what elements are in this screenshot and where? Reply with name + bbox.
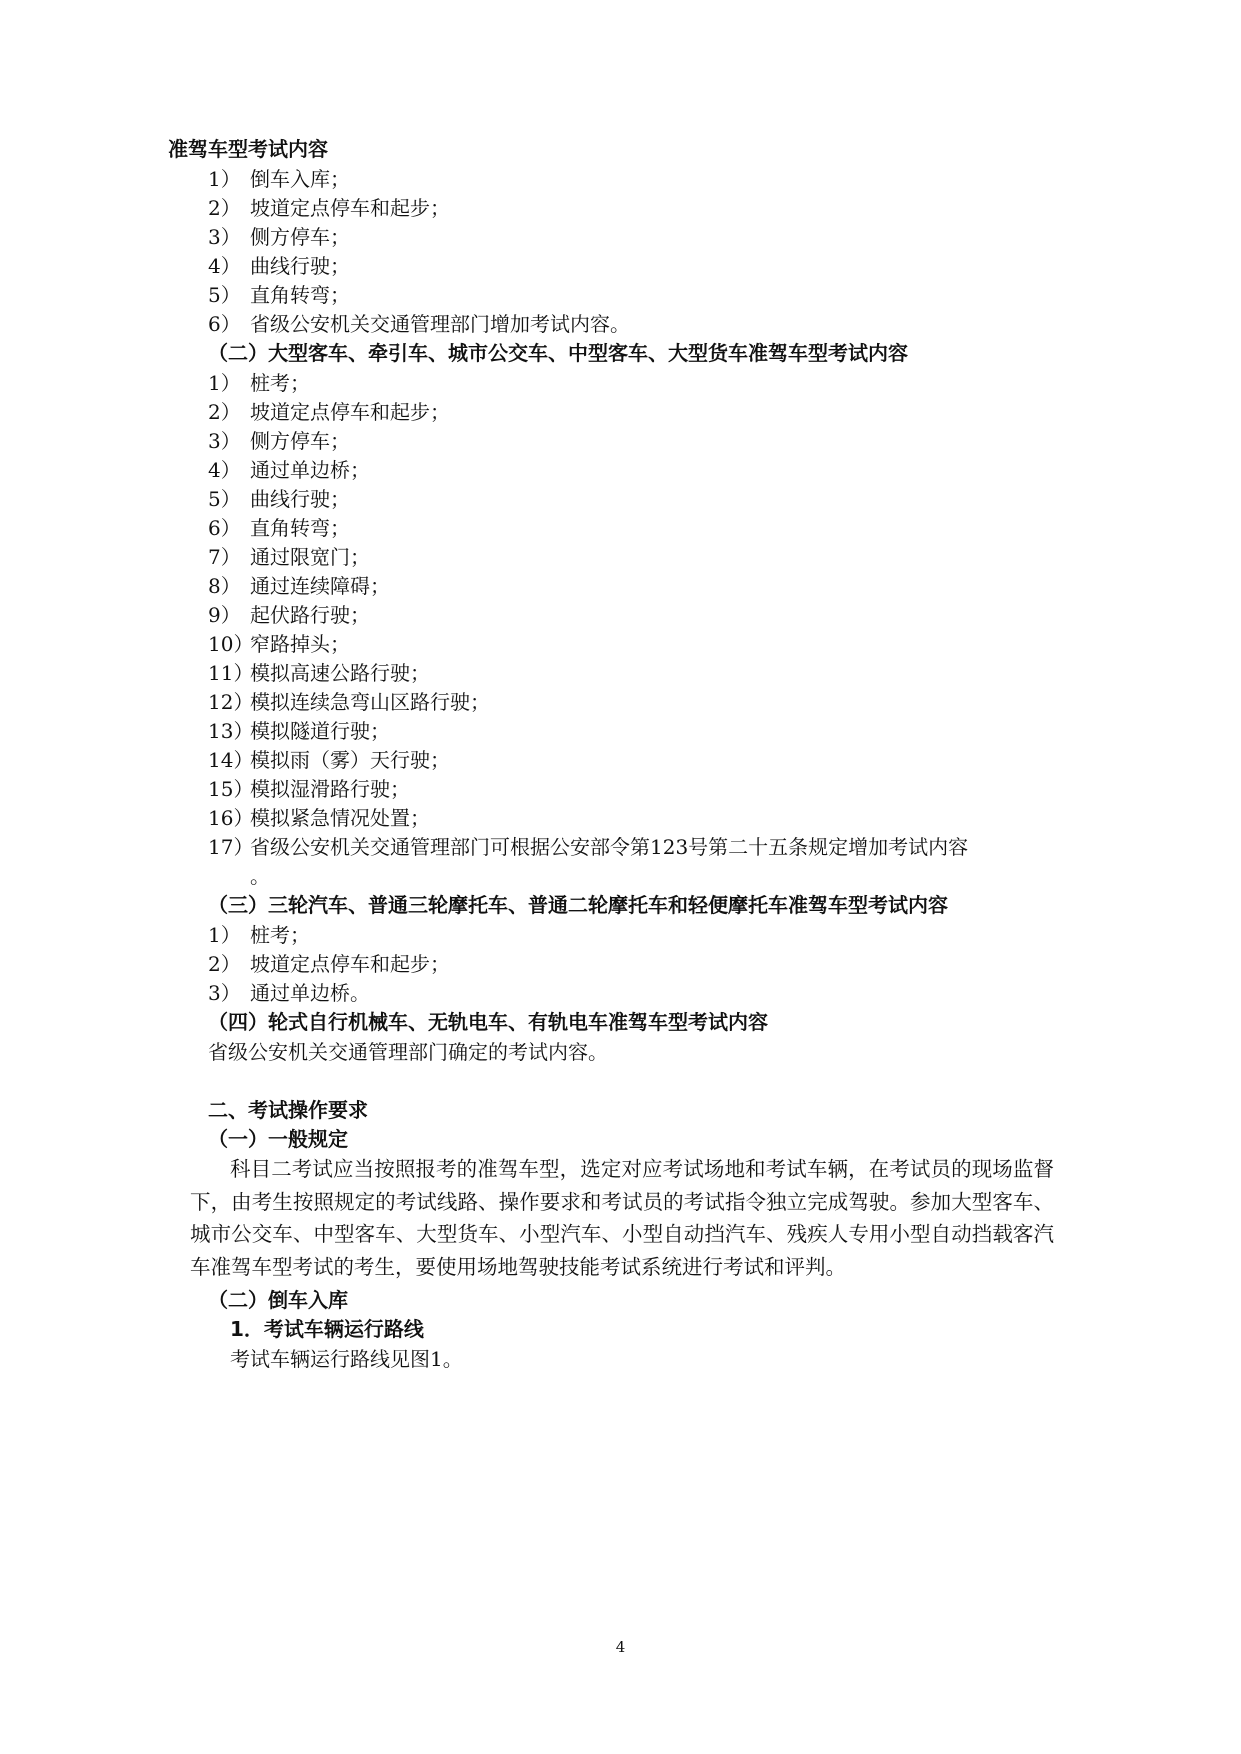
section-body-wheeled: 省级公安机关交通管理部门确定的考试内容。 (208, 1040, 608, 1064)
list-item: 5） 曲线行驶； (208, 487, 350, 511)
reverse-parking-heading: （二）倒车入库 (208, 1288, 348, 1312)
section-heading-large-vehicles: （二）大型客车、牵引车、城市公交车、中型客车、大型货车准驾车型考试内容 (208, 341, 908, 365)
list-item: 13）模拟隧道行驶； (208, 719, 390, 743)
list-item: 5） 直角转弯； (208, 283, 350, 307)
general-rules-heading: （一）一般规定 (208, 1127, 348, 1151)
list-item: 4） 通过单边桥； (208, 458, 370, 482)
list-item: 2） 坡道定点停车和起步； (208, 400, 450, 424)
list-item: 12）模拟连续急弯山区路行驶； (208, 690, 490, 714)
section-heading-wheeled: （四）轮式自行机械车、无轨电车、有轨电车准驾车型考试内容 (208, 1010, 768, 1034)
route-body: 考试车辆运行路线见图1。 (230, 1347, 463, 1371)
route-sub-heading: 1．考试车辆运行路线 (230, 1317, 424, 1341)
part-two-heading: 二、考试操作要求 (208, 1098, 368, 1122)
list-item: 10）窄路掉头； (208, 632, 350, 656)
page-number: 4 (615, 1638, 626, 1656)
list-item: 8） 通过连续障碍； (208, 574, 390, 598)
list-item: 1） 桩考； (208, 923, 310, 947)
list-item: 3） 通过单边桥。 (208, 981, 370, 1005)
list-item: 3） 侧方停车； (208, 225, 350, 249)
list-item-wrap: 。 (250, 864, 270, 888)
list-item: 11）模拟高速公路行驶； (208, 661, 430, 685)
list-item: 6） 直角转弯； (208, 516, 350, 540)
list-item: 6） 省级公安机关交通管理部门增加考试内容。 (208, 312, 630, 336)
list-item: 16）模拟紧急情况处置； (208, 806, 430, 830)
section-heading-motorcycles: （三）三轮汽车、普通三轮摩托车、普通二轮摩托车和轻便摩托车准驾车型考试内容 (208, 893, 948, 917)
list-item: 1） 倒车入库； (208, 167, 350, 191)
list-item: 3） 侧方停车； (208, 429, 350, 453)
list-item: 15）模拟湿滑路行驶； (208, 777, 410, 801)
list-item: 17）省级公安机关交通管理部门可根据公安部令第123号第二十五条规定增加考试内容 (208, 835, 969, 859)
general-rules-paragraph: 科目二考试应当按照报考的准驾车型，选定对应考试场地和考试车辆，在考试员的现场监督下，由考生按照规定的考试线路、操作要求和考试员的考试指令独立完成驾驶。参加大型客车、城市公交车、中型客车、大型货车、小型汽车、小型自动挡汽车、残疾人专用小型自动挡载客汽车准驾车型考试的考生，要使用场地驾驶技能考试系统进行考试和评判。 (190, 1157, 1054, 1279)
list-item: 7） 通过限宽门； (208, 545, 370, 569)
list-item: 4） 曲线行驶； (208, 254, 350, 278)
list-item: 2） 坡道定点停车和起步； (208, 952, 450, 976)
list-item: 14）模拟雨（雾）天行驶； (208, 748, 450, 772)
list-item: 9） 起伏路行驶； (208, 603, 370, 627)
section-heading-small-auto: 准驾车型考试内容 (168, 137, 328, 161)
list-item: 1） 桩考； (208, 371, 310, 395)
list-item: 2） 坡道定点停车和起步； (208, 196, 450, 220)
